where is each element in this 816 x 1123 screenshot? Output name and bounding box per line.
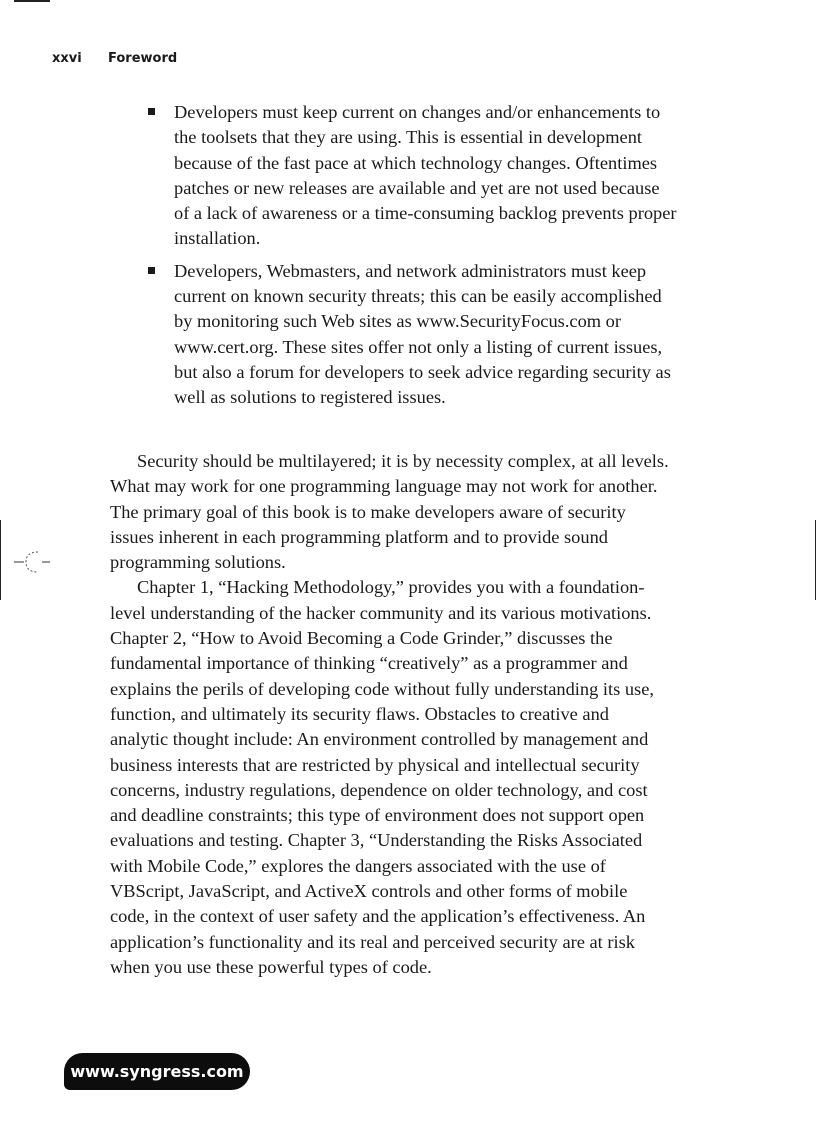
section-title: Foreword — [108, 51, 178, 66]
bullet-list — [148, 100, 678, 418]
body-text — [110, 449, 670, 980]
bullet-item — [148, 100, 678, 252]
footer-url[interactable]: www.syngress.com — [70, 1062, 244, 1081]
crop-mark-icon — [14, 548, 52, 576]
left-edge-mark — [0, 520, 1, 600]
paragraph: Chapter 1, “Hacking Methodology,” provides you with a foundation-level understanding of the hacker community and its various motivations. Chapter 2, “How to Avoid Becoming a Code Grinder,” discusses the fundamental importance of thinking “creatively” as a programmer and explains the perils of developing code without fully understanding its use, function, and ultimately its security flaws. Obstacles to creative and analytic thought include: An environment controlled by management and business interests that are restricted by physical and intellectual security concerns, industry regulations, dependence on older technology, and cost and deadline constraints; this type of environment does not support open evaluations and testing. Chapter 3, “Understanding the Risks Associated with Mobile Code,” explores the dangers associated with the use of VBScript, JavaScript, and ActiveX controls and other forms of mobile code, in the context of user safety and the application’s effectiveness. An application’s functionality and its real and perceived security are at risk when you use these powerful types of code. — [110, 577, 654, 977]
bullet-text: Developers must keep current on changes and/or enhancements to the toolsets that they are using. This is essential in development because of the fast pace at which technology changes. Oftentimes patches or new releases are available and yet are not used because of a lack of awareness or a time-consuming backlog prevents proper installation. — [174, 102, 677, 249]
running-header — [52, 51, 177, 66]
bullet-square-icon — [148, 108, 155, 115]
footer-url-badge[interactable] — [64, 1053, 250, 1090]
bullet-square-icon — [148, 267, 155, 274]
paragraph: Security should be multilayered; it is by necessity complex, at all levels. What may work for one programming language may not work for another. The primary goal of this book is to make developers aware of security issues inherent in each programming platform and to provide sound programming solutions. — [110, 451, 669, 573]
bullet-text: Developers, Webmasters, and network administrators must keep current on known security threats; this can be easily accomplished by monitoring such Web sites as www.SecurityFocus.com or www.cert.org. These sites offer not only a listing of current issues, but also a forum for developers to seek advice regarding security as well as solutions to registered issues. — [174, 260, 671, 408]
bullet-item — [148, 259, 678, 411]
page-number: xxvi — [52, 51, 82, 66]
top-rule — [14, 0, 50, 2]
